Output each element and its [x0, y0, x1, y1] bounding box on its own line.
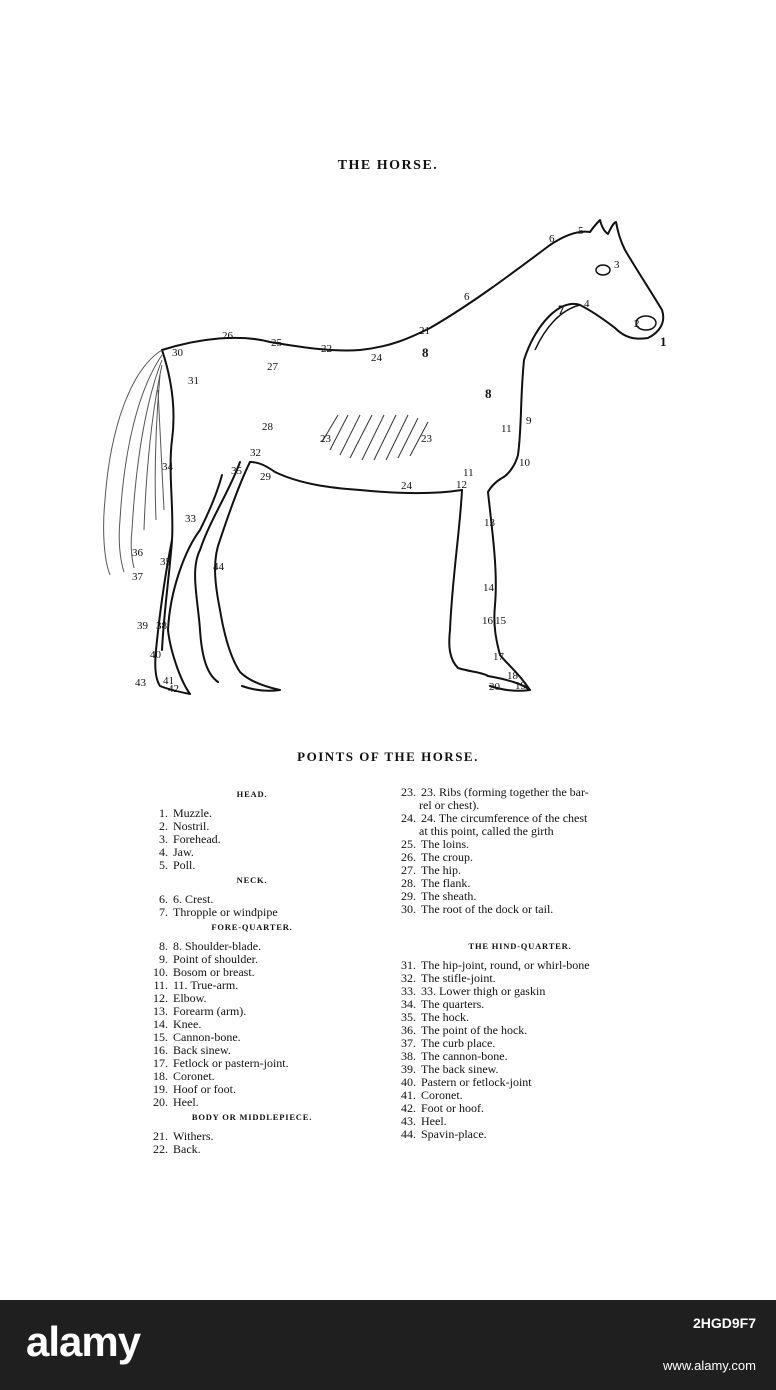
point-number: 17.: [153, 1056, 168, 1070]
point-text: 8. Shoulder-blade.: [173, 939, 262, 953]
point-number: 13.: [153, 1004, 168, 1018]
label-32: 32: [250, 447, 261, 459]
label-5: 5: [578, 225, 584, 237]
hind-quarter-list: [390, 959, 650, 1141]
point-text: 23. Ribs (forming together the bar-: [421, 785, 589, 799]
point-number: 11.: [153, 978, 168, 992]
point-number: 6.: [159, 892, 168, 906]
label-23b: 23: [421, 433, 432, 445]
point-text: The hip-joint, round, or whirl-bone: [421, 958, 590, 972]
spacer: [390, 916, 650, 938]
point-text: The flank.: [421, 876, 471, 890]
label-13: 13: [484, 517, 495, 529]
section-neck: NECK.: [236, 875, 268, 885]
watermark-footer: [0, 1300, 776, 1390]
point-item: [142, 859, 362, 872]
point-text: Fetlock or pastern-joint.: [173, 1056, 289, 1070]
point-item: [142, 906, 362, 919]
point-item: [390, 903, 650, 916]
point-number: 39.: [401, 1062, 416, 1076]
point-number: 5.: [159, 858, 168, 872]
point-text: Hoof or foot.: [173, 1082, 236, 1096]
point-number: 19.: [153, 1082, 168, 1096]
point-number: 7.: [159, 905, 168, 919]
label-25: 25: [271, 337, 282, 349]
point-text: Back sinew.: [173, 1043, 231, 1057]
section-head: HEAD.: [236, 789, 268, 799]
point-item: [142, 1096, 362, 1109]
point-number: 3.: [159, 832, 168, 846]
point-text: Poll.: [173, 858, 196, 872]
head-list: [142, 807, 362, 872]
label-21: 21: [419, 325, 430, 337]
site-url: www.alamy.com: [663, 1358, 756, 1373]
point-number: 31.: [401, 958, 416, 972]
label-17: 17: [493, 651, 504, 663]
point-number: 21.: [153, 1129, 168, 1143]
label-28: 28: [262, 421, 273, 433]
label-30: 30: [172, 347, 183, 359]
point-number: 30.: [401, 902, 416, 916]
point-text: Withers.: [173, 1129, 214, 1143]
point-text: Muzzle.: [173, 806, 212, 820]
point-text: Coronet.: [421, 1088, 463, 1102]
label-22: 22: [321, 343, 332, 355]
point-text: The stifle-joint.: [421, 971, 496, 985]
point-text: Heel.: [173, 1095, 199, 1109]
label-6b: 6: [464, 291, 470, 303]
point-text: Coronet.: [173, 1069, 215, 1083]
horse-diagram: [90, 210, 690, 710]
point-number: 12.: [153, 991, 168, 1005]
point-text: The back sinew.: [421, 1062, 499, 1076]
point-text: The hip.: [421, 863, 461, 877]
label-23a: 23: [320, 433, 331, 445]
point-text: Nostril.: [173, 819, 210, 833]
label-33: 33: [185, 513, 196, 525]
label-41: 41: [163, 675, 174, 687]
label-11a: 11: [501, 423, 512, 435]
label-27: 27: [267, 361, 278, 373]
point-number: 25.: [401, 837, 416, 851]
point-number: 34.: [401, 997, 416, 1011]
point-text: The croup.: [421, 850, 473, 864]
label-26: 26: [222, 330, 233, 342]
label-35b: 35: [160, 556, 171, 568]
label-43: 43: [135, 677, 146, 689]
point-text: Bosom or breast.: [173, 965, 255, 979]
point-text: Cannon-bone.: [173, 1030, 241, 1044]
horse-ribs: [322, 415, 428, 460]
point-text: Pastern or fetlock-joint: [421, 1075, 532, 1089]
label-16: 16: [482, 615, 493, 627]
point-text: Back.: [173, 1142, 201, 1156]
point-number: 32.: [401, 971, 416, 985]
image-code: 2HGD9F7: [692, 1315, 756, 1331]
label-19: 19: [515, 680, 526, 692]
body-cont-list: [390, 786, 650, 916]
point-item: [390, 1128, 650, 1141]
label-1: 1: [660, 334, 667, 349]
label-36: 36: [132, 547, 143, 559]
point-number: 44.: [401, 1127, 416, 1141]
point-text: Thropple or windpipe: [173, 905, 278, 919]
point-number: 10.: [153, 965, 168, 979]
point-number: 15.: [153, 1030, 168, 1044]
label-15: 15: [495, 615, 506, 627]
diagram-labels: [132, 225, 667, 695]
label-40: 40: [150, 649, 161, 661]
point-number: 27.: [401, 863, 416, 877]
point-text: The sheath.: [421, 889, 477, 903]
point-text: Foot or hoof.: [421, 1101, 484, 1115]
brand-logo: alamy: [26, 1318, 141, 1365]
label-29: 29: [260, 471, 271, 483]
point-number: 18.: [153, 1069, 168, 1083]
point-number: 24.: [401, 811, 416, 825]
label-12: 12: [456, 479, 467, 491]
section-hind-quarter: THE HIND-QUARTER.: [468, 941, 572, 951]
point-text: 24. The circumference of the chest: [421, 811, 588, 825]
label-34: 34: [162, 461, 173, 473]
point-text: Point of shoulder.: [173, 952, 259, 966]
point-number: 8.: [159, 939, 168, 953]
point-number: 33.: [401, 984, 416, 998]
label-11b: 11: [463, 467, 474, 479]
point-number: 14.: [153, 1017, 168, 1031]
point-text: 6. Crest.: [173, 892, 214, 906]
label-6a: 6: [549, 233, 555, 245]
label-4: 4: [584, 298, 590, 310]
horse-tail: [104, 350, 164, 575]
point-text: Forearm (arm).: [173, 1004, 247, 1018]
points-title: POINTS OF THE HORSE.: [297, 749, 479, 764]
point-number: 42.: [401, 1101, 416, 1115]
point-text: The quarters.: [421, 997, 485, 1011]
label-37: 37: [132, 571, 143, 583]
label-31: 31: [188, 375, 199, 387]
label-14: 14: [483, 582, 494, 594]
label-2: 2: [634, 318, 640, 330]
point-number: 43.: [401, 1114, 416, 1128]
horse-head-details: [535, 265, 656, 350]
neck-list: [142, 893, 362, 919]
point-text: The hock.: [421, 1010, 469, 1024]
point-item: [142, 1143, 362, 1156]
label-20: 20: [489, 681, 500, 693]
point-number: 29.: [401, 889, 416, 903]
label-10: 10: [519, 457, 530, 469]
label-44: 44: [213, 561, 224, 573]
point-number: 41.: [401, 1088, 416, 1102]
label-38: 38: [156, 620, 167, 632]
body-list: [142, 1130, 362, 1156]
point-number: 2.: [159, 819, 168, 833]
point-number: 22.: [153, 1142, 168, 1156]
point-number: 36.: [401, 1023, 416, 1037]
point-text: The root of the dock or tail.: [421, 902, 554, 916]
page-title: THE HORSE.: [337, 158, 439, 173]
point-text: The point of the hock.: [421, 1023, 528, 1037]
point-text: The cannon-bone.: [421, 1049, 508, 1063]
point-number: 28.: [401, 876, 416, 890]
label-39: 39: [137, 620, 148, 632]
point-text: Heel.: [421, 1114, 447, 1128]
point-number: 38.: [401, 1049, 416, 1063]
point-number: 35.: [401, 1010, 416, 1024]
point-text-continued: rel or chest).: [419, 798, 480, 812]
section-fore-quarter: FORE-QUARTER.: [211, 922, 293, 932]
label-9: 9: [526, 415, 532, 427]
points-list-right: [390, 786, 650, 1141]
label-24a: 24: [371, 352, 382, 364]
point-number: 20.: [153, 1095, 168, 1109]
label-42: 42: [168, 683, 179, 695]
label-18: 18: [507, 670, 518, 682]
point-text: Forehead.: [173, 832, 221, 846]
point-text: The loins.: [421, 837, 469, 851]
horse-outline: [155, 220, 663, 694]
point-number: 37.: [401, 1036, 416, 1050]
point-number: 26.: [401, 850, 416, 864]
label-3: 3: [614, 259, 620, 271]
points-list-left: [142, 786, 362, 1156]
point-number: 23.: [401, 785, 416, 799]
point-text: The curb place.: [421, 1036, 496, 1050]
label-24b: 24: [401, 480, 412, 492]
label-8b: 8: [485, 386, 492, 401]
fore-quarter-list: [142, 940, 362, 1109]
point-text-continued: at this point, called the girth: [419, 824, 554, 838]
point-text: 11. True-arm.: [173, 978, 239, 992]
point-text: 33. Lower thigh or gaskin: [421, 984, 546, 998]
label-8a: 8: [422, 345, 429, 360]
point-text: Knee.: [173, 1017, 202, 1031]
label-35a: 35: [231, 465, 242, 477]
point-text: Jaw.: [173, 845, 194, 859]
section-body: BODY OR MIDDLEPIECE.: [191, 1112, 313, 1122]
point-number: 4.: [159, 845, 168, 859]
label-7: 7: [558, 302, 565, 317]
point-text: Spavin-place.: [421, 1127, 487, 1141]
point-text: Elbow.: [173, 991, 207, 1005]
point-number: 40.: [401, 1075, 416, 1089]
point-number: 9.: [159, 952, 168, 966]
point-number: 1.: [159, 806, 168, 820]
point-number: 16.: [153, 1043, 168, 1057]
